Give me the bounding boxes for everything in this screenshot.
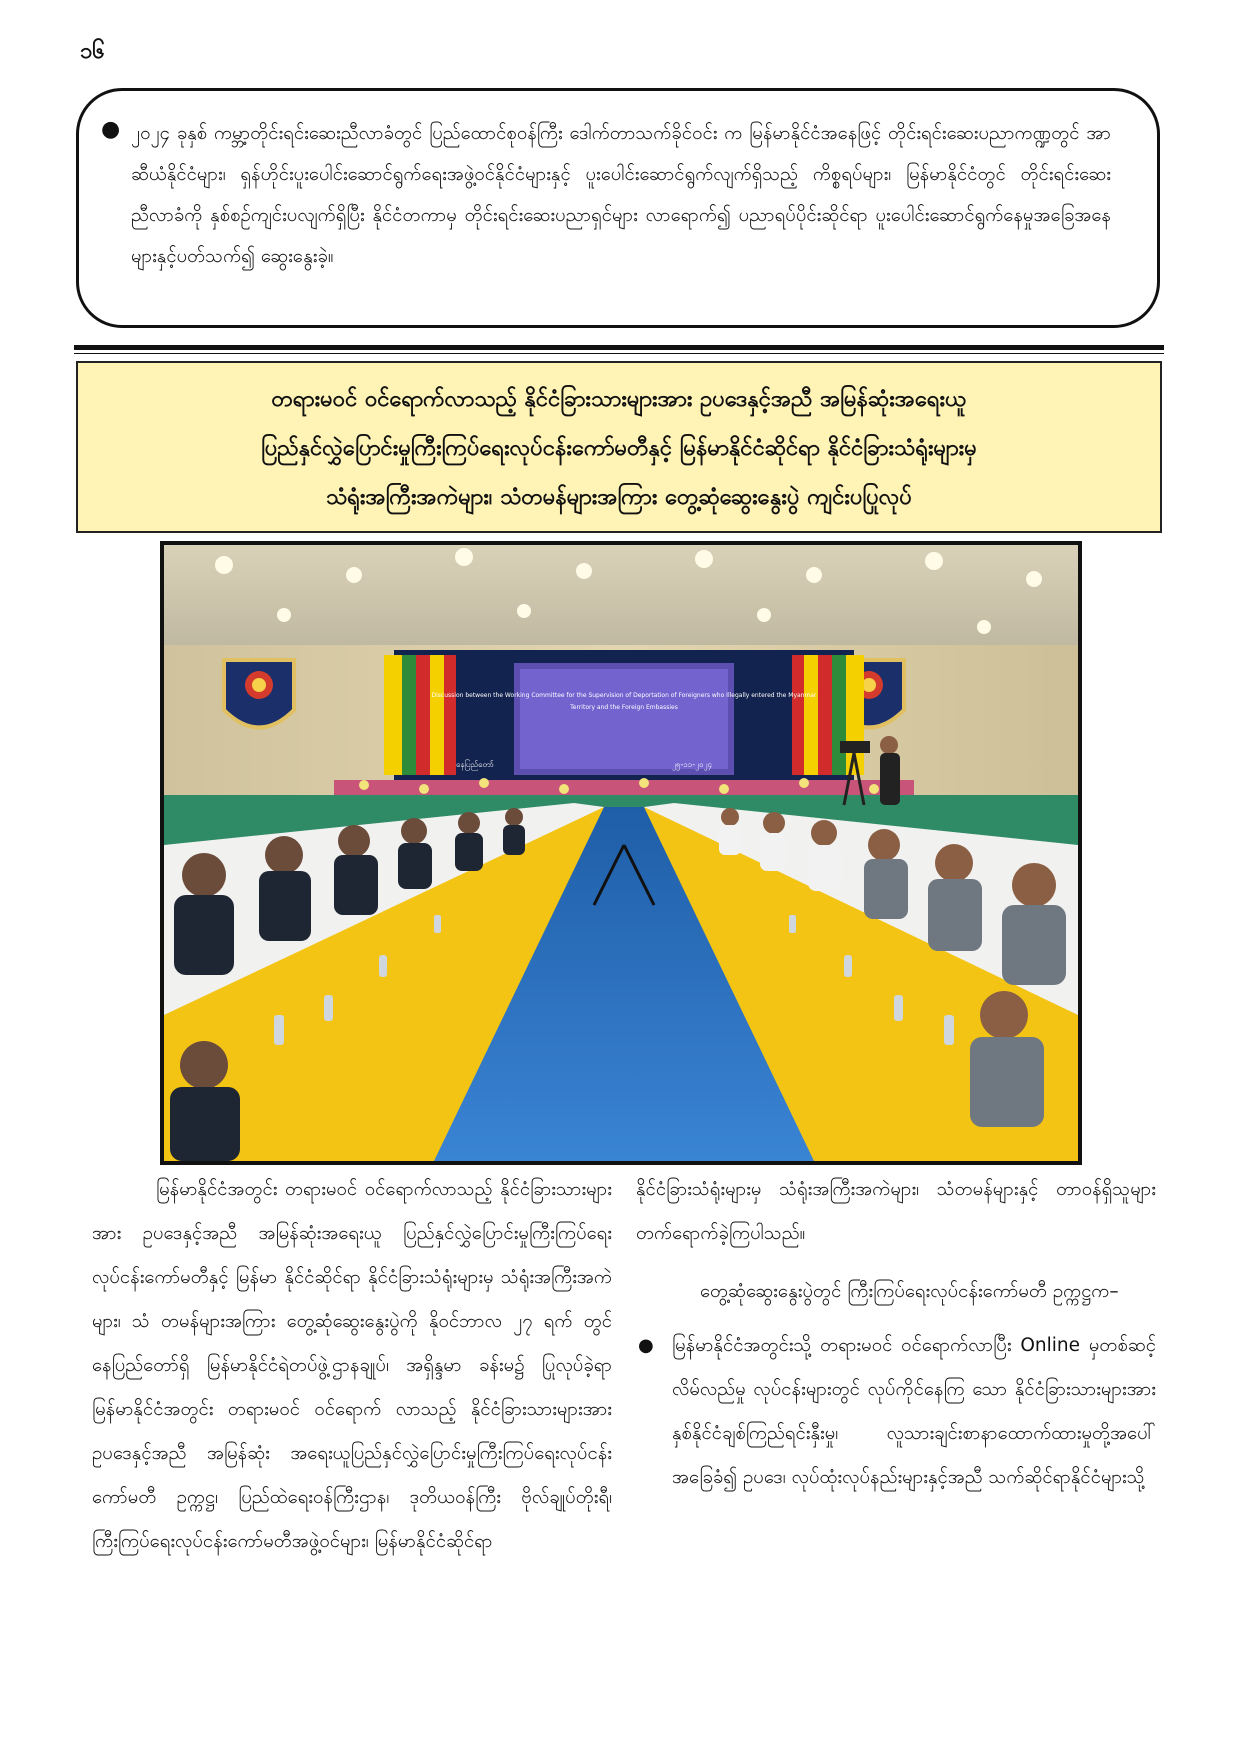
headline-line-1: တရားမဝင် ဝင်ရောက်လာသည့် နိုင်ငံခြားသားများအား ဥပဒေနှင့်အညီ အမြန်ဆုံးအရေးယူ: [271, 387, 967, 412]
screen-location: နေပြည်တော်: [456, 760, 494, 769]
meeting-photo: [160, 541, 1082, 1165]
headline-box: [76, 361, 1162, 533]
left-column: [92, 1168, 612, 1564]
right-column: [636, 1168, 1156, 1500]
right-bullet-text: မြန်မာနိုင်ငံအတွင်းသို့ တရားမဝင် ဝင်ရောက်လာပြီး Online မှတစ်ဆင့် လိမ်လည်မှု လုပ်ငန်းများတွင် လုပ်ကိုင်နေကြ သော နိုင်ငံခြားသားများအား နှစ်နိုင်ငံချစ်ကြည်ရင်းနှီးမှု၊ လူသားချင်းစာနာထောက်ထားမှုတို့အပေါ် အခြေခံ၍ ဥပဒေ၊ လုပ်ထုံးလုပ်နည်းများနှင့်အညီ သက်ဆိုင်ရာနိုင်ငံများသို့: [672, 1335, 1156, 1488]
police-emblem-left: [224, 660, 294, 728]
right-paragraph-2: တွေ့ဆုံဆွေးနွေးပွဲတွင် ကြီးကြပ်ရေးလုပ်ငန်းကော်မတီ ဥက္ကဋ္ဌက–: [700, 1281, 1119, 1302]
right-paragraph-1: နိုင်ငံခြားသံရုံးများမှ သံရုံးအကြီးအကဲများ၊ သံတမန်များနှင့် တာဝန်ရှိသူများ တက်ရောက်ခဲ့ကြပါသည်။: [636, 1179, 1156, 1244]
headline-line-3: သံရုံးအကြီးအကဲများ၊ သံတမန်များအကြား တွေ့ဆုံဆွေးနွေးပွဲ ကျင်းပပြုလုပ်: [326, 485, 912, 510]
summary-box: [76, 88, 1160, 328]
headline-line-2: ပြည်နှင်လွှဲပြောင်းမှုကြီးကြပ်ရေးလုပ်ငန်းကော်မတီနှင့် မြန်မာနိုင်ငံဆိုင်ရာ နိုင်ငံခြားသံရုံးများမှ: [261, 436, 977, 461]
bullet-icon: ●: [638, 1335, 654, 1356]
divider-thick: [74, 345, 1164, 350]
bullet-icon: ●: [101, 117, 121, 142]
right-bullet-item: [636, 1324, 1156, 1500]
screen-subtext: Territory and the Foreign Embassies: [570, 704, 678, 711]
screen-date: ၂၅-၁၁-၂၀၂၄: [671, 760, 712, 769]
flags-left: [384, 655, 456, 775]
left-paragraph: မြန်မာနိုင်ငံအတွင်း တရားမဝင် ဝင်ရောက်လာသည့် နိုင်ငံခြားသားများအား ဥပဒေနှင့်အညီ အမြန်ဆုံးအရေးယူ ပြည်နှင်လွှဲပြောင်းမှုကြီးကြပ်ရေးလုပ်ငန်းကော်မတီနှင့် မြန်မာ နိုင်ငံဆိုင်ရာ နိုင်ငံခြားသံရုံးများမှ သံရုံးအကြီးအကဲများ၊ သံ တမန်များအကြား တွေ့ဆုံဆွေးနွေးပွဲကို နိုဝင်ဘာလ ၂၇ ရက် တွင် နေပြည်တော်ရှိ မြန်မာနိုင်ငံရဲတပ်ဖွဲ့ဌာနချုပ်၊ အရှိန္ဒမာ ခန်းမ၌ ပြုလုပ်ခဲ့ရာ မြန်မာနိုင်ငံအတွင်း တရားမဝင် ဝင်ရောက် လာသည့် နိုင်ငံခြားသားများအား ဥပဒေနှင့်အညီ အမြန်ဆုံး အရေးယူပြည်နှင်လွှဲပြောင်းမှုကြီးကြပ်ရေးလုပ်ငန်းကော်မတီ ဥက္ကဋ္ဌ၊ ပြည်ထဲရေးဝန်ကြီးဌာန၊ ဒုတိယဝန်ကြီး ဗိုလ်ချုပ်တိုးရီ၊ ကြီးကြပ်ရေးလုပ်ငန်းကော်မတီအဖွဲ့ဝင်များ၊ မြန်မာနိုင်ငံဆိုင်ရာ: [92, 1179, 612, 1552]
page-number: ၁၆: [80, 39, 105, 64]
summary-text: ၂၀၂၄ ခုနှစ် ကမ္ဘာ့တိုင်းရင်းဆေးညီလာခံတွင် ပြည်ထောင်စုဝန်ကြီး ဒေါက်တာသက်ခိုင်ဝင်း က မြန်မာနိုင်ငံအနေဖြင့် တိုင်းရင်းဆေးပညာကဏ္ဍတွင် အာဆီယံနိုင်ငံများ၊ ရှန်ဟိုင်းပူးပေါင်းဆောင်ရွက်ရေးအဖွဲ့ဝင်နိုင်ငံများနှင့် ပူးပေါင်းဆောင်ရွက်လျက်ရှိသည့် ကိစ္စရပ်များ၊ မြန်မာနိုင်ငံတွင် တိုင်းရင်းဆေးညီလာခံကို နှစ်စဉ်ကျင်းပလျက်ရှိပြီး နိုင်ငံတကာမှ တိုင်းရင်းဆေးပညာရှင်များ လာရောက်၍ ပညာရပ်ပိုင်းဆိုင်ရာ ပူးပေါင်းဆောင်ရွက်နေမှုအခြေအနေများနှင့်ပတ်သက်၍ ဆွေးနွေးခဲ့။: [131, 123, 1111, 267]
divider-thin: [74, 353, 1164, 354]
screen-text: Discussion between the Working Committee for the Supervision of Deportation of Foreigners who Illegally entered the Myanmar: [431, 692, 817, 699]
